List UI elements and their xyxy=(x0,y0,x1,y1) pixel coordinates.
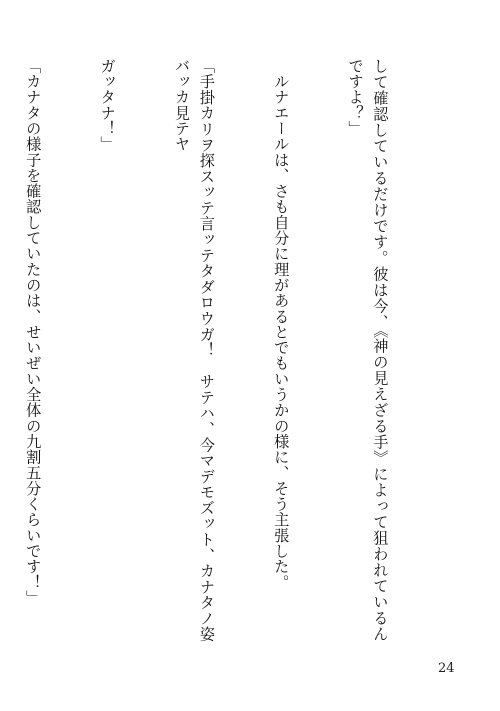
text-line: して確認しているだけです。彼は今、《神の見えざる手》によって狙われているんですよ？」 xyxy=(346,58,390,642)
vertical-text-column-block xyxy=(24,58,442,642)
page-number: 24 xyxy=(438,661,455,676)
text-line: ルナエールは、さも自分に理があるとでもいうかの様に、そう主張した。 xyxy=(272,58,291,591)
text-line: ガッタナ！」 xyxy=(98,58,117,152)
text-line: 「カナタの様子を確認していたのは、せいぜい全体の九割五分くらいです！」 xyxy=(24,58,43,606)
text-line: 「手掛カリヲ探スッテ言ッテタダロウガ！ サテハ、今マデモズット、カナタノ姿バッカ見テヤ xyxy=(173,58,216,642)
